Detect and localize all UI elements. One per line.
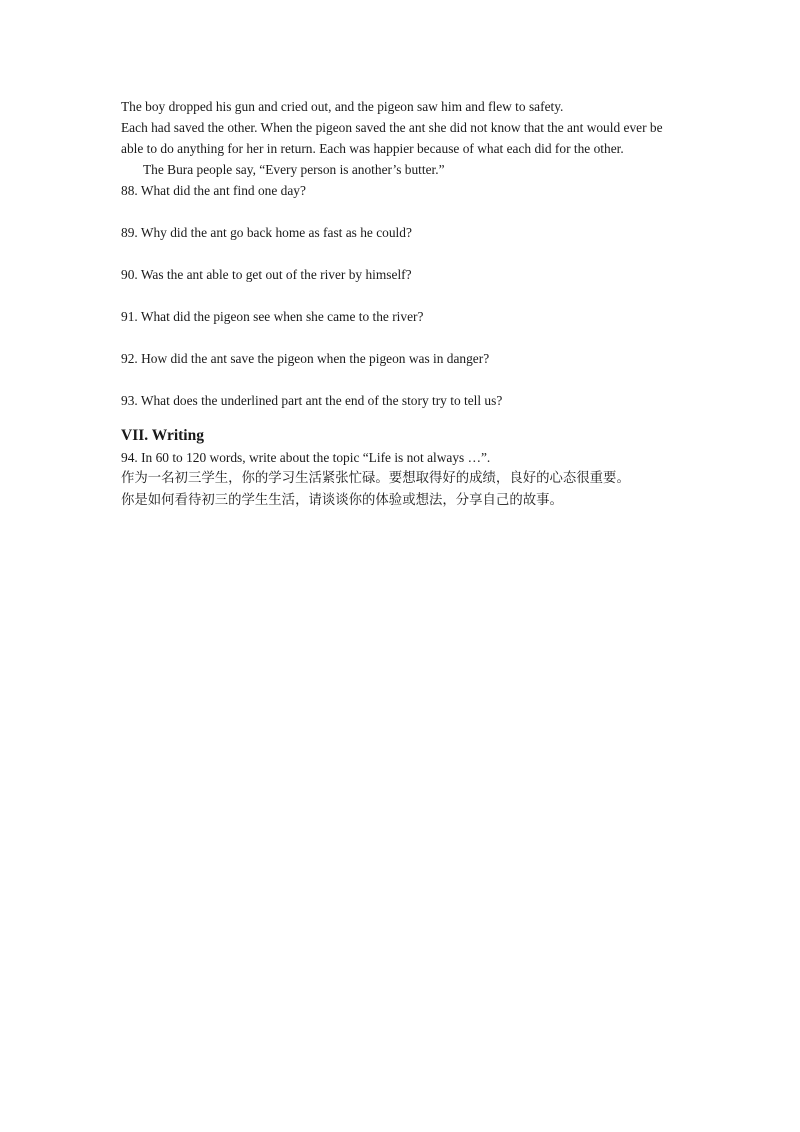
document-page <box>121 96 681 512</box>
story-moral: The Bura people say, “Every person is another’s butter.” <box>143 162 445 177</box>
section-heading-writing: VII. Writing <box>121 427 204 444</box>
story-line: The boy dropped his gun and cried out, and the pigeon saw him and flew to safety. <box>121 99 564 114</box>
question-91: 91. What did the pigeon see when she came to the river? <box>121 309 424 324</box>
writing-prompt-cn-2: 你是如何看待初三的学生生活，请谈谈你的体验或想法，分享自己的故事。 <box>121 493 563 508</box>
story-paragraph: Each had saved the other. When the pigeon saved the ant she did not know that the ant would ever be able to do anything for her in return. Each was happier because of what each did for the other. <box>121 120 663 156</box>
question-89: 89. Why did the ant go back home as fast as he could? <box>121 225 412 240</box>
writing-prompt-cn-1: 作为一名初三学生，你的学习生活紧张忙碌。要想取得好的成绩，良好的心态很重要。 <box>121 471 630 486</box>
question-88: 88. What did the ant find one day? <box>121 183 306 198</box>
question-93: 93. What does the underlined part ant the end of the story try to tell us? <box>121 393 503 408</box>
question-92: 92. How did the ant save the pigeon when the pigeon was in danger? <box>121 351 490 366</box>
question-90: 90. Was the ant able to get out of the river by himself? <box>121 267 412 282</box>
writing-prompt-en: 94. In 60 to 120 words, write about the topic “Life is not always …”. <box>121 450 491 465</box>
